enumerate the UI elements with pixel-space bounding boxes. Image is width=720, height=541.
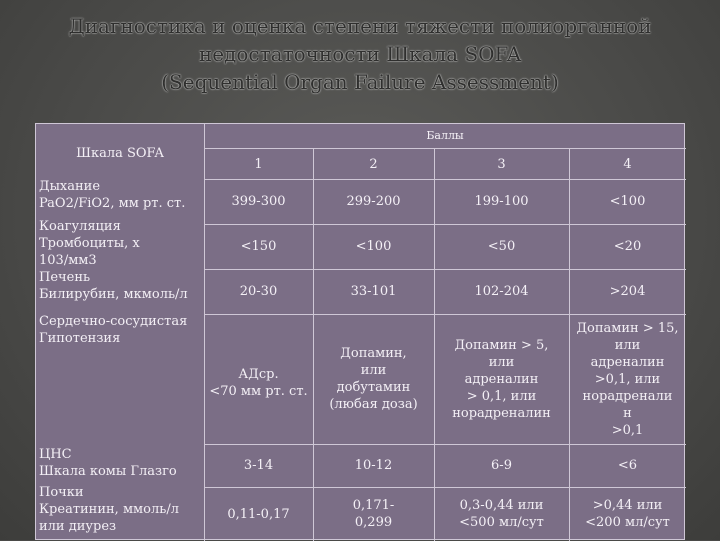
- table-cell: 299-200: [346, 194, 401, 209]
- table-cell: <6: [617, 458, 638, 473]
- table-cell: 6-9: [491, 458, 512, 473]
- column-header: 2: [369, 157, 378, 172]
- column-header: 1: [254, 157, 263, 172]
- table-cell: 33-101: [350, 284, 397, 299]
- corner-label: Шкала SOFA: [76, 145, 164, 161]
- table-cell: 20-30: [239, 284, 278, 299]
- table-cell: Допамин, или добутамин (любая доза): [329, 346, 418, 412]
- table-cell: 3-14: [243, 458, 274, 473]
- table-cell: 199-100: [474, 194, 529, 209]
- grid-line: [204, 148, 686, 149]
- table-cell: >0,44 или <200 мл/сут: [585, 498, 670, 530]
- title-line-2: недостаточности Шкала SOFA: [198, 42, 522, 66]
- table-cell: 399-300: [231, 194, 286, 209]
- title-line-1: Диагностика и оценка степени тяжести полиорганной: [68, 14, 652, 38]
- table-cell: 102-204: [474, 284, 529, 299]
- table-cell: Допамин > 15, или адреналин >0,1, или норадренали н >0,1: [576, 320, 679, 438]
- title-line-3: (Sequential Organ Failure Assessment): [161, 70, 559, 94]
- row-label-liver: Печень Билирубин, мкмоль/л: [39, 270, 188, 302]
- table-cell: 0,3-0,44 или <500 мл/сут: [459, 498, 544, 530]
- row-label-coagulation: Коагуляция Тромбоциты, х 103/мм3: [39, 219, 140, 268]
- row-label-respiration: Дыхание PaO2/FiO2, мм рт. ст.: [39, 179, 186, 211]
- table-cell: <100: [609, 194, 646, 209]
- column-header: 4: [623, 157, 632, 172]
- table-cell: >204: [609, 284, 646, 299]
- table-cell: <20: [613, 239, 642, 254]
- table-cell: <100: [355, 239, 392, 254]
- row-label-cns: ЦНС Шкала комы Глазго: [39, 447, 177, 479]
- table-cell: 0,171- 0,299: [352, 498, 395, 530]
- table-cell: Допамин > 5, или адреналин > 0,1, или норадреналин: [452, 337, 551, 421]
- sofa-table: [35, 123, 685, 540]
- points-header: Баллы: [426, 128, 464, 142]
- row-label-cardiovascular: Сердечно-сосудистая Гипотензия: [39, 314, 188, 346]
- table-cell: 10-12: [354, 458, 393, 473]
- table-cell: <50: [487, 239, 516, 254]
- slide-title: [20, 12, 700, 96]
- table-cell: <150: [240, 239, 277, 254]
- row-label-renal: Почки Креатинин, ммоль/л или диурез: [39, 485, 179, 534]
- column-header: 3: [497, 157, 506, 172]
- table-cell: АДср. <70 мм рт. ст.: [209, 367, 308, 399]
- table-cell: 0,11-0,17: [227, 506, 290, 522]
